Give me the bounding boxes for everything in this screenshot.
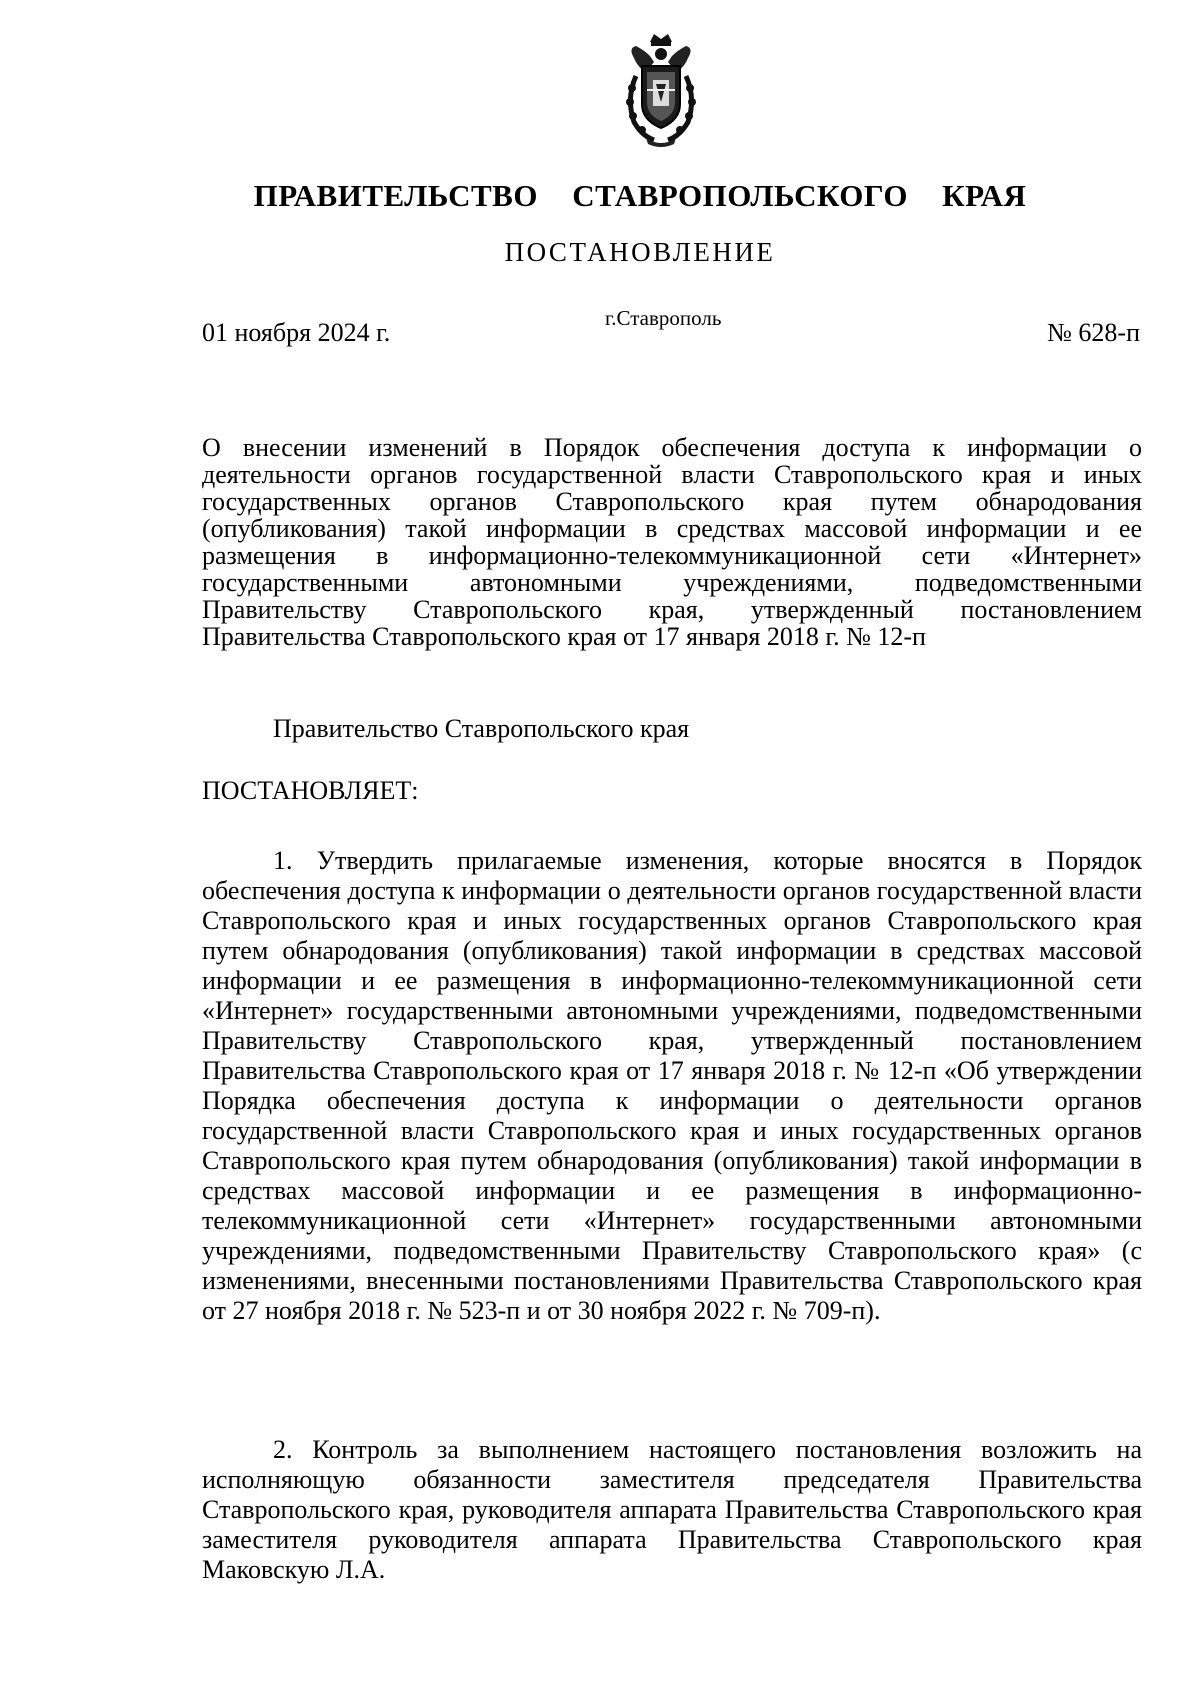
document-subject: О внесении изменений в Порядок обеспечения доступа к информации о деятельности органов государственной власти Ставропольского края и иных государственных органов Ставропольского края путем обнародования (опубликования) такой информации в средствах массовой информации и ее размещения в информационно-телекоммуникационной сети «Интернет» государственными автономными учреждениями, подведомственными Правительству Ставропольского края, утвержденный постановлением Правительства Ставропольского края от 17 января 2018 г. № 12-п [202,433,1142,651]
document-date: 01 ноября 2024 г. [202,318,391,347]
preamble: Правительство Ставропольского края [273,714,690,743]
paragraph-1: 1. Утвердить прилагаемые изменения, которые вносятся в Порядок обеспечения доступа к информации о деятельности органов государственной власти Ставропольского края и иных государственных органов Ставропольского края путем обнародования (опубликования) такой информации в средствах массовой информации и ее размещения в информационно-телекоммуникационной сети «Интернет» государственными автономными учреждениями, подведомственными Правительству Ставропольского края, утвержденный постановлением Правительства Ставропольского края от 17 января 2018 г. № 12-п «Об утверждении Порядка обеспечения доступа к информации о деятельности органов государственной власти Ставропольского края и иных государственных органов Ставропольского края путем обнародования (опубликования) такой информации в средствах массовой информации и ее размещения в информационно-телекоммуникационной сети «Интернет» государственными автономными учреждениями, подведомственными Правительству Ставропольского края» (с изменениями, внесенными постановлениями Правительства Ставропольского края от 27 ноября 2018 г. № 523-п и от 30 ноября 2022 г. № 709-п). [202,846,1142,1325]
document-number: № 628-п [1047,318,1140,347]
government-title: ПРАВИТЕЛЬСТВО СТАВРОПОЛЬСКОГО КРАЯ [253,178,1027,213]
paragraph-2: 2. Контроль за выполнением настоящего постановления возложить на исполняющую обязанности заместителя председателя Правительства Ставропольского края, руководителя аппарата Правительства Ставропольского края заместителя руководителя аппарата Правительства Ставропольского края Маковскую Л.А. [202,1435,1142,1584]
coat-of-arms-icon [620,32,702,150]
document-type: ПОСТАНОВЛЕНИЕ [504,237,776,267]
decree-heading: ПОСТАНОВЛЯЕТ: [202,776,419,805]
document-city: г.Ставрополь [605,306,722,330]
